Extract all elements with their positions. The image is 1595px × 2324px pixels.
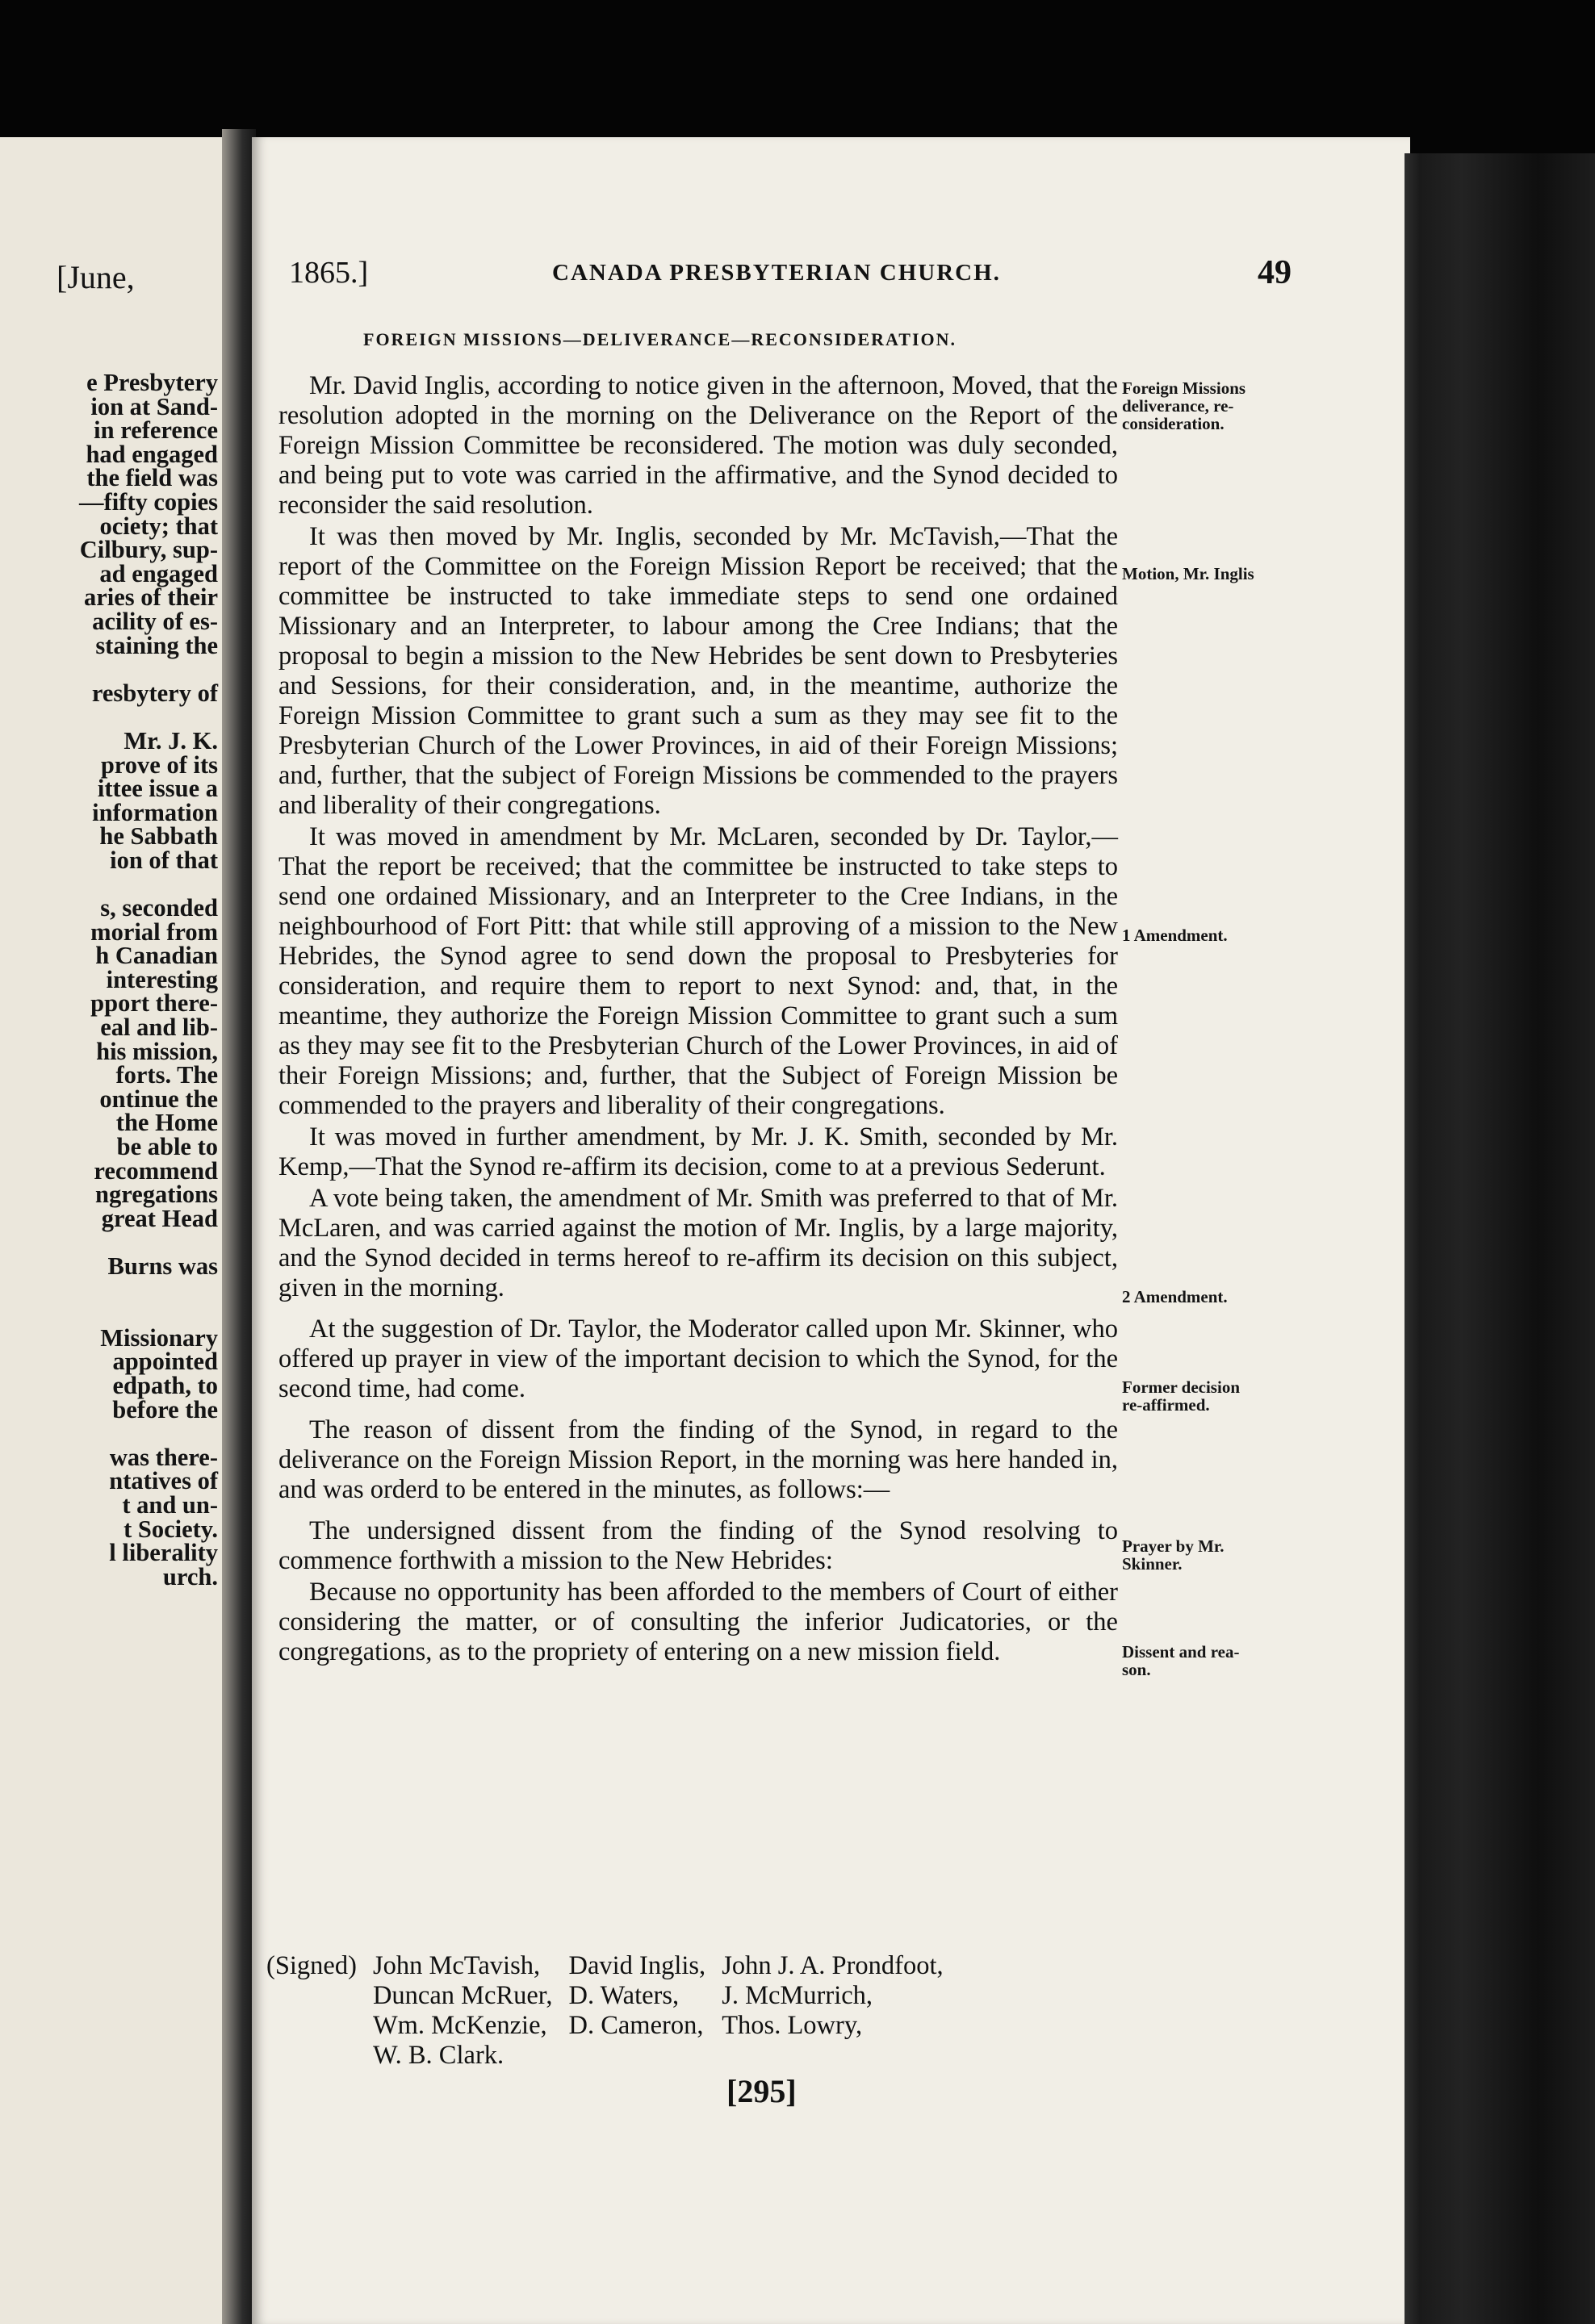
left-page-line: eal and lib- <box>100 1014 218 1042</box>
left-page-line: be able to <box>116 1133 218 1160</box>
left-page-line <box>0 658 218 682</box>
sidenote-prayer: Prayer by Mr. Skinner. <box>1122 1536 1225 1574</box>
sidenote-foreign-missions: Foreign Missions deliverance, re- consideration. <box>1122 378 1246 433</box>
left-page-line: recommend <box>94 1156 218 1185</box>
left-page-line: ntatives of <box>109 1467 218 1495</box>
sidenote-amendment-1: 1 Amendment. <box>1122 926 1228 945</box>
left-page-line: forts. The <box>115 1061 218 1089</box>
left-page-line: his mission, <box>96 1037 218 1065</box>
left-page-line: prove of its <box>100 750 218 779</box>
header-title: CANADA PRESBYTERIAN CHURCH. <box>552 260 1001 286</box>
left-page-line: Burns was <box>107 1252 218 1280</box>
left-page-header: [June, <box>57 259 135 295</box>
header-year: 1865.] <box>289 256 369 290</box>
left-page-line: edpath, to <box>112 1371 218 1399</box>
left-page-line: morial from <box>90 917 218 946</box>
left-page-line: resbytery of <box>91 679 218 707</box>
signature <box>722 2041 959 2071</box>
signature: John J. A. Prondfoot, <box>722 1951 944 1980</box>
signature-block <box>266 1951 960 2071</box>
running-header <box>289 255 1306 295</box>
signature: Duncan McRuer, <box>372 1981 553 2010</box>
left-page-line: pport there- <box>90 989 218 1018</box>
left-page-line: urch. <box>162 1562 218 1590</box>
left-page-line: e Presbytery <box>86 369 218 396</box>
left-page-line: before the <box>112 1395 218 1423</box>
sidenote-amendment-2: 2 Amendment. <box>1122 1287 1228 1306</box>
paragraph: At the suggestion of Dr. Taylor, the Moderator called upon Mr. Skinner, who offered up prayer in view of the important decision to which the Synod, for the second time, had come. <box>278 1315 1118 1403</box>
signature: D. Waters, <box>568 1981 680 2010</box>
paragraph: The undersigned dissent from the finding of the Synod resolving to commence forthwith a mission to the New Hebrides: <box>278 1516 1118 1575</box>
signature: D. Cameron, <box>568 2011 704 2040</box>
paragraph: Because no opportunity has been afforded to the members of Court of either considering the matter, or of consulting the inferior Judicatories, or the congregations, as to the propriety of entering on a new mission field. <box>278 1578 1118 1666</box>
left-page-line <box>0 1422 218 1446</box>
book-page-edges <box>1405 153 1595 2324</box>
left-page-line: Cilbury, sup- <box>79 536 218 564</box>
left-page-line: information <box>92 798 218 826</box>
left-page-line: interesting <box>106 965 218 993</box>
left-page-line: was there- <box>109 1443 218 1471</box>
signature: Thos. Lowry, <box>722 2011 863 2040</box>
left-page-line: had engaged <box>86 440 218 468</box>
section-heading: FOREIGN MISSIONS—DELIVERANCE—RECONSIDERATION. <box>363 329 957 349</box>
left-page-line: l liberality <box>109 1539 218 1567</box>
folio-number: [295] <box>726 2073 797 2109</box>
left-page-line: the Home <box>115 1109 218 1137</box>
left-page-line: ociety; that <box>99 512 218 540</box>
left-page-line: ion at Sand- <box>90 392 218 420</box>
signature: W. B. Clark. <box>372 2041 504 2070</box>
left-page-line: acility of es- <box>92 607 218 635</box>
left-page-line: ontinue the <box>99 1085 218 1113</box>
signature: John McTavish, <box>372 1951 541 1980</box>
sidenote-motion: Motion, Mr. Inglis <box>1122 564 1254 583</box>
sidenote-former-decision: Former decision re-affirmed. <box>1122 1377 1240 1415</box>
paragraph: It was then moved by Mr. Inglis, seconded by Mr. McTavish,—That the report of the Committee on the Foreign Mission Report be received; that the committee be instructed to take immediate steps to send one ordained Missionary and an Interpreter, to labour among the Cree Indians; that the proposal to begin a mission to the New Hebrides be sent down to Presbyteries and Sessions, for their consideration, and, in the meantime, authorize the Foreign Mission Committee to grant such a sum as they may see fit to the Presbyterian Church of the Lower Provinces, in aid of their Foreign Missions; and, further, that the subject of Foreign Missions be commended to the prayers and liberality of their congregations. <box>278 522 1118 820</box>
left-page-line: great Head <box>101 1204 218 1232</box>
paragraph: It was moved in further amendment, by Mr. J. K. Smith, seconded by Mr. Kemp,—That the Synod re-affirm its decision, come to at a previous Sederunt. <box>278 1122 1118 1181</box>
left-page-line: ngregations <box>95 1181 218 1209</box>
left-page-line <box>0 872 218 897</box>
page-number: 49 <box>1258 254 1291 291</box>
left-page-line <box>0 1231 218 1255</box>
left-page-line: staining the <box>95 631 218 659</box>
left-page-line <box>0 1302 218 1327</box>
signature: J. McMurrich, <box>722 1981 873 2010</box>
left-page-line: the field was <box>86 464 218 492</box>
left-page-line: in reference <box>94 416 218 445</box>
left-page-line: ad engaged <box>99 559 218 587</box>
left-page-text <box>0 371 218 1589</box>
body-text <box>278 371 1118 1669</box>
signature: Wm. McKenzie, <box>372 2011 547 2040</box>
left-page-line: appointed <box>112 1348 218 1376</box>
signature: David Inglis, <box>568 1951 706 1980</box>
signature <box>568 2041 722 2071</box>
left-page-line <box>0 705 218 729</box>
left-page-line: ion of that <box>110 846 218 874</box>
signed-label: (Signed) <box>266 1951 357 1980</box>
left-page-line: he Sabbath <box>99 822 218 851</box>
left-page-fragment <box>0 137 232 2324</box>
left-page-line: aries of their <box>84 583 218 612</box>
paragraph: It was moved in amendment by Mr. McLaren, seconded by Dr. Taylor,—That the report be received; that the committee be instructed to take steps to send one ordained Missionary, and an Interpreter to the Cree Indians, in the neighbourhood of Fort Pitt: that while still approving of a mission to the New Hebrides, the Synod agree to send down the proposal to Presbyteries for consideration, and require them to report to next Synod: and, that, in the meantime, they authorize the Foreign Mission Committee to grant such a sum as they may see fit to the Presbyterian Church of the Lower Provinces, in aid of their Foreign Missions; and, further, that the Subject of Foreign Mission be commended to the prayers and liberality of their congregations. <box>278 822 1118 1120</box>
left-page-line: h Canadian <box>95 942 218 970</box>
left-page-line: —fifty copies <box>79 487 218 516</box>
paragraph: The reason of dissent from the finding of the Synod, in regard to the deliverance on the Foreign Mission Report, in the morning was here handed in, and was orderd to be entered in the minutes, as follows:— <box>278 1415 1118 1504</box>
left-page-line: t and un- <box>122 1490 218 1519</box>
sidenote-dissent: Dissent and rea- son. <box>1122 1642 1240 1679</box>
paragraph: A vote being taken, the amendment of Mr. Smith was preferred to that of Mr. McLaren, and was carried against the motion of Mr. Inglis, by a large majority, and the Synod decided in terms hereof to re-affirm its decision on this subject, given in the morning. <box>278 1184 1118 1302</box>
left-page-line <box>0 1279 218 1303</box>
left-page-line: Missionary <box>100 1323 218 1352</box>
book-gutter <box>222 129 256 2324</box>
left-page-line: s, seconded <box>100 894 218 922</box>
left-page-line: t Society. <box>123 1515 218 1543</box>
left-page-line: Mr. J. K. <box>123 726 218 754</box>
left-page-line: ittee issue a <box>97 775 218 803</box>
paragraph: Mr. David Inglis, according to notice given in the afternoon, Moved, that the resolution adopted in the morning on the Deliverance on the Report of the Foreign Mission Committee be reconsidered. The motion was duly seconded, and being put to vote was carried in the affirmative, and the Synod decided to reconsider the said resolution. <box>278 371 1118 520</box>
